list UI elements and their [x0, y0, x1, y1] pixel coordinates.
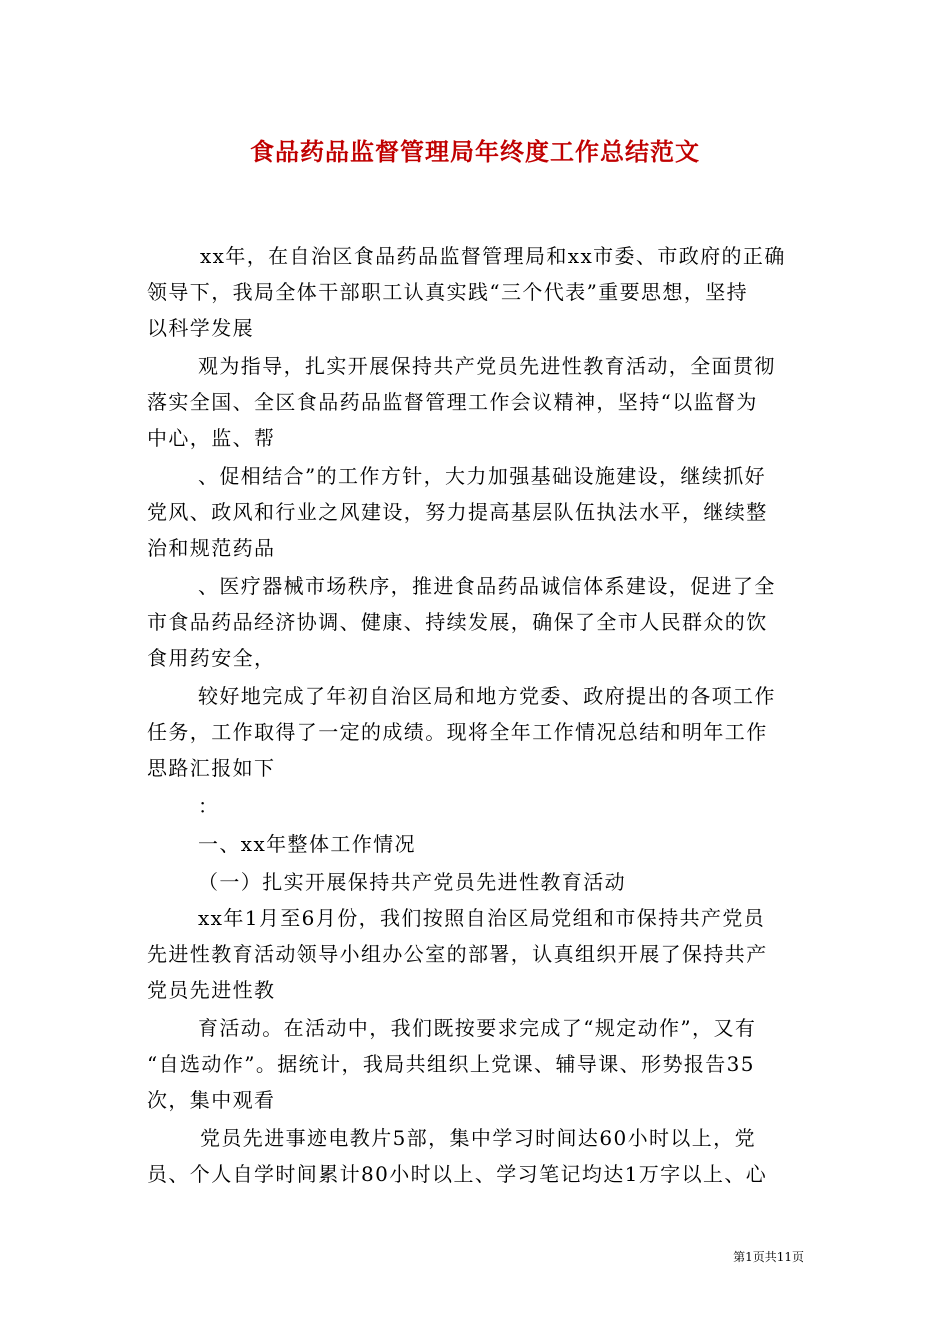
body-line: 育活动。在活动中，我们既按要求完成了“规定动作”，又有 — [198, 1016, 757, 1040]
body-line: 较好地完成了年初自治区局和地方党委、政府提出的各项工作 — [198, 684, 776, 708]
body-line: 任务，工作取得了一定的成绩。现将全年工作情况总结和明年工作 — [147, 720, 768, 744]
body-line: 市食品药品经济协调、健康、持续发展，确保了全市人民群众的饮 — [147, 610, 768, 634]
body-line: 思路汇报如下 — [147, 756, 276, 780]
body-line: 员、个人自学时间累计80小时以上、学习笔记均达1万字以上、心 — [147, 1162, 768, 1186]
body-line: 中心，监、帮 — [147, 426, 276, 450]
document-title: 食品药品监督管理局年终度工作总结范文 — [250, 137, 700, 166]
body-line: 、医疗器械市场秩序，推进食品药品诚信体系建设，促进了全 — [198, 574, 776, 598]
body-line: “自选动作”。据统计，我局共组织上党课、辅导课、形势报告35 — [147, 1052, 755, 1076]
body-line: ： — [198, 794, 220, 818]
body-line: 观为指导，扎实开展保持共产党员先进性教育活动，全面贯彻 — [198, 354, 776, 378]
body-line: 先进性教育活动领导小组办公室的部署，认真组织开展了保持共产 — [147, 942, 768, 966]
body-line: 以科学发展 — [147, 316, 254, 340]
subsection-heading: （一）扎实开展保持共产党员先进性教育活动 — [198, 870, 626, 894]
body-line: 落实全国、全区食品药品监督管理工作会议精神，坚持“以监督为 — [147, 390, 758, 414]
page-number-footer: 第1页共11页 — [733, 1250, 804, 1264]
body-line: 党员先进事迹电教片5部，集中学习时间达60小时以上，党 — [200, 1126, 756, 1150]
body-line: 治和规范药品 — [147, 536, 276, 560]
body-line: xx年1月至6月份，我们按照自治区局党组和市保持共产党员 — [198, 906, 766, 930]
section-heading: 一、xx年整体工作情况 — [198, 832, 416, 856]
body-line: 领导下，我局全体干部职工认真实践“三个代表”重要思想，坚持 — [147, 280, 749, 304]
body-line: 食用药安全， — [147, 646, 276, 670]
body-line: 、促相结合”的工作方针，大力加强基础设施建设，继续抓好 — [198, 464, 767, 488]
body-line: 次，集中观看 — [147, 1088, 276, 1112]
body-line: 党风、政风和行业之风建设，努力提高基层队伍执法水平，继续整 — [147, 500, 768, 524]
body-line: 党员先进性教 — [147, 978, 276, 1002]
body-line: xx年，在自治区食品药品监督管理局和xx市委、市政府的正确 — [200, 244, 786, 268]
